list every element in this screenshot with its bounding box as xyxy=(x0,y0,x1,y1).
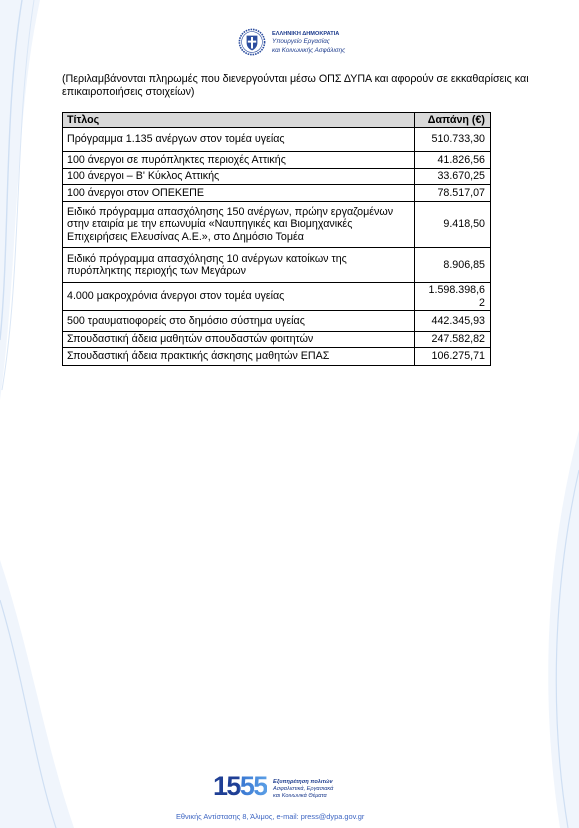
table-cell-title: 4.000 μακροχρόνια άνεργοι στον τομέα υγείας xyxy=(63,283,415,311)
table-cell-amount: 106.275,71 xyxy=(415,348,491,366)
table-cell-title: Ειδικό πρόγραμμα απασχόλησης 150 ανέργων, πρώην εργαζομένων στην εταιρία με την επωνυμία «Ναυπηγικές και Βιομηχανικές Επιχειρήσεις Ελευσίνας Α.Ε.», στο Δημόσιο Τομέα xyxy=(63,202,415,248)
table-row xyxy=(63,185,491,202)
table-row xyxy=(63,169,491,185)
table-row xyxy=(63,332,491,348)
ministry-name-line1: Υπουργείο Εργασίας xyxy=(272,38,330,46)
table-cell-title: 100 άνεργοι στον ΟΠΕΚΕΠΕ xyxy=(63,185,415,202)
greek-coat-of-arms-icon xyxy=(238,28,266,56)
table-cell-title: Ειδικό πρόγραμμα απασχόλησης 10 ανέργων κατοίκων της πυρόπληκτης περιοχής των Μεγάρων xyxy=(63,248,415,283)
table-cell-amount: 33.670,25 xyxy=(415,169,491,185)
table-row xyxy=(63,348,491,366)
hotline-line-1: Εξυπηρέτηση πολιτών xyxy=(273,779,333,785)
table-cell-amount: 442.345,93 xyxy=(415,311,491,332)
table-cell-title: 500 τραυματιοφορείς στο δημόσιο σύστημα υγείας xyxy=(63,311,415,332)
ministry-header xyxy=(272,30,345,55)
table-cell-amount: 510.733,30 xyxy=(415,128,491,152)
republic-label: ΕΛΛΗΝΙΚΗ ΔΗΜΟΚΡΑΤΙΑ xyxy=(272,31,340,37)
wave-bottom-left xyxy=(0,560,74,828)
amount-value: 1.598.398,62 xyxy=(428,284,485,309)
table-row xyxy=(63,128,491,152)
table-cell-amount: 41.826,56 xyxy=(415,152,491,169)
table-cell-title: 100 άνεργοι – Β' Κύκλος Αττικής xyxy=(63,169,415,185)
table-cell-title: 100 άνεργοι σε πυρόπληκτες περιοχές Αττικής xyxy=(63,152,415,169)
table-cell-title: Σπουδαστική άδεια πρακτικής άσκησης μαθητών ΕΠΑΣ xyxy=(63,348,415,366)
ministry-name-line2: και Κοινωνικής Ασφάλισης xyxy=(272,46,346,54)
table-row xyxy=(63,248,491,283)
table-row xyxy=(63,283,491,311)
hotline-line-3: και Κοινωνικά Θέματα xyxy=(273,792,327,799)
table-header-title: Τίτλος xyxy=(63,113,415,128)
table-cell-title: Σπουδαστική άδεια μαθητών σπουδαστών φοιτητών xyxy=(63,332,415,348)
table-cell-amount xyxy=(415,283,491,311)
hotline-line-2: Ασφαλιστικά, Εργασιακά xyxy=(273,785,334,792)
table-cell-amount: 78.517,07 xyxy=(415,185,491,202)
intro-note: (Περιλαμβάνονται πληρωμές που διενεργούνται μέσω ΟΠΣ ΔΥΠΑ και αφορούν σε εκκαθαρίσεις και επικαιροποιήσεις στοιχείων) xyxy=(62,73,529,98)
table-row xyxy=(63,202,491,248)
footer-address: Εθνικής Αντίστασης 8, Άλιμος, e-mail: press@dypa.gov.gr xyxy=(176,812,365,821)
table-header-amount: Δαπάνη (€) xyxy=(415,113,491,128)
hotline-description xyxy=(273,779,333,799)
table-cell-title: Πρόγραμμα 1.135 ανέργων στον τομέα υγείας xyxy=(63,128,415,152)
table-cell-amount: 247.582,82 xyxy=(415,332,491,348)
table-row xyxy=(63,311,491,332)
expenses-table xyxy=(62,112,491,366)
wave-top-left xyxy=(0,0,40,400)
hotline-1555-logo: 1555 xyxy=(213,771,267,801)
table-row xyxy=(63,152,491,169)
table-header-row xyxy=(63,113,491,128)
table-cell-amount: 9.418,50 xyxy=(415,202,491,248)
table-cell-amount: 8.906,85 xyxy=(415,248,491,283)
